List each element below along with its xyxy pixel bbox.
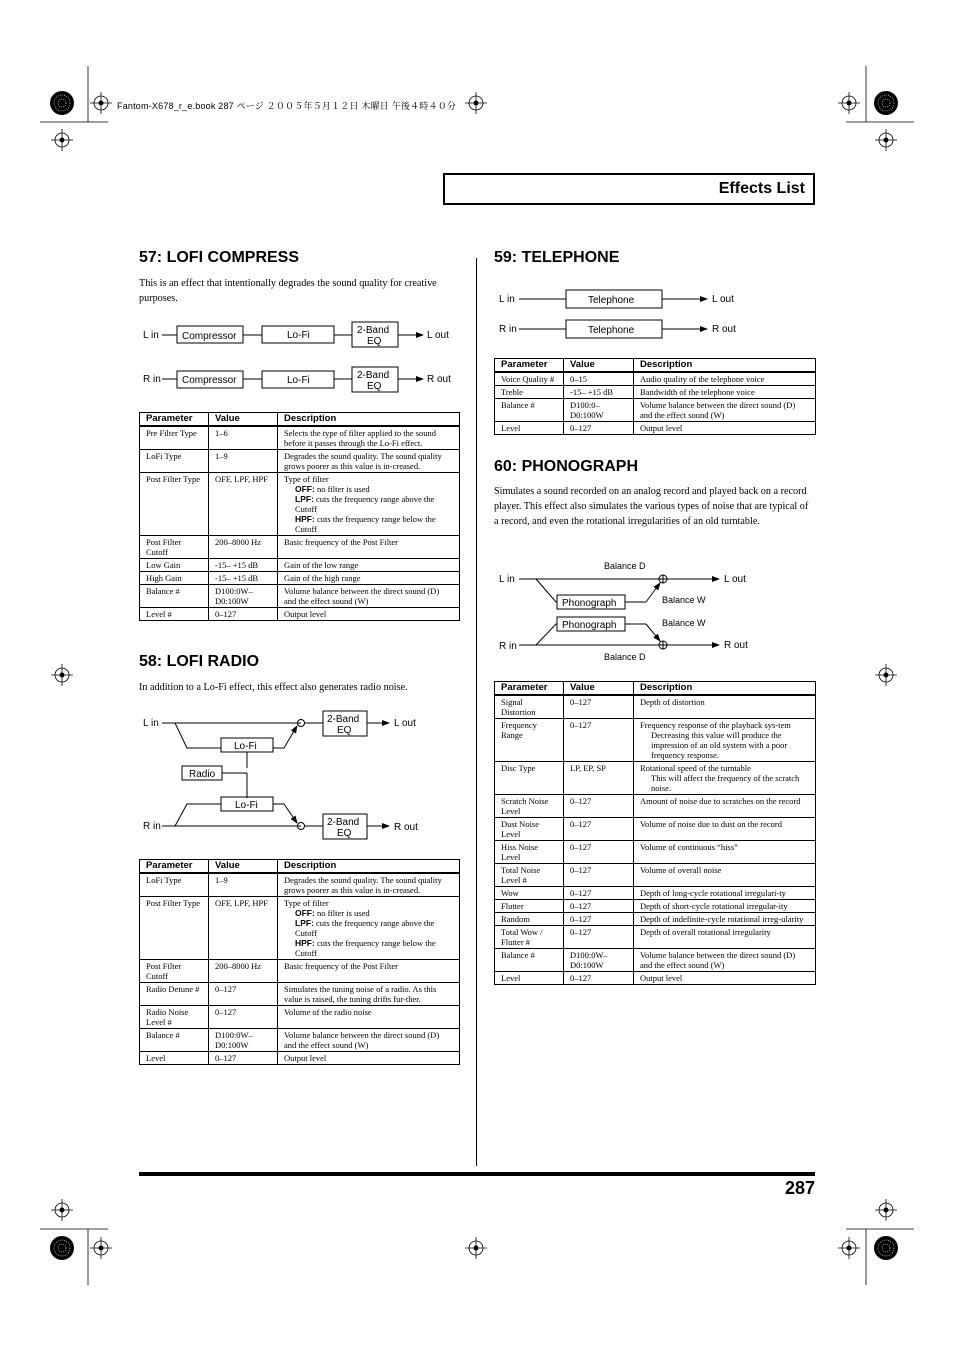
table-row: Hiss Noise Level 0–127 Volume of continuous “hiss”: [495, 841, 816, 864]
s58-title: 58: LOFI RADIO: [139, 653, 260, 670]
s57-l-in: L in: [143, 330, 159, 341]
s57-r-out: R out: [427, 374, 451, 385]
s60-title: 60: PHONOGRAPH: [494, 458, 639, 475]
col-description: Description: [278, 413, 460, 427]
s58-l-in: L in: [143, 718, 159, 729]
header-title: Effects List: [718, 180, 805, 197]
s58-param-table: [139, 859, 460, 1065]
s57-r-in: R in: [143, 374, 161, 385]
table-row: LoFi Type 1–9 Degrades the sound quality. The sound quality grows poorer as this value is in-creased.: [140, 873, 460, 897]
s58-eq-r2: EQ: [337, 828, 352, 839]
s57-lofi-r: Lo-Fi: [287, 375, 310, 386]
table-row: Flutter 0–127 Depth of short-cycle rotational irregular-ity: [495, 900, 816, 913]
col-description: Description: [278, 860, 460, 874]
s59-title: 59: TELEPHONE: [494, 249, 620, 266]
table-row: Level # 0–127 Output level: [140, 608, 460, 621]
s58-r-out: R out: [394, 822, 418, 833]
table-header-row: [140, 413, 460, 427]
table-row: Post Filter Cutoff 200–8000 Hz Basic frequency of the Post Filter: [140, 536, 460, 559]
table-row: Balance # D100:0– D0:100W Volume balance between the direct sound (D) and the effect sound (W): [495, 399, 816, 422]
table-row: High Gain -15– +15 dB Gain of the high range: [140, 572, 460, 585]
s60-balance-d-bottom: Balance D: [604, 652, 646, 662]
col-description: Description: [634, 359, 816, 373]
table-row: Disc Type LP, EP, SP Rotational speed of the turntable This will affect the frequency of the scratch noise.: [495, 762, 816, 795]
s57-diagram: [139, 318, 459, 398]
col-value: Value: [564, 682, 634, 696]
s59-telephone-l: Telephone: [588, 295, 635, 306]
s59-r-in: R in: [499, 324, 517, 335]
table-row: Random 0–127 Depth of indefinite-cycle rotational irreg-ularity: [495, 913, 816, 926]
table-header-row: [495, 359, 816, 373]
col-value: Value: [564, 359, 634, 373]
s60-phonograph-r: Phonograph: [562, 620, 617, 631]
table-row: Balance # D100:0W– D0:100W Volume balance between the direct sound (D) and the effect sound (W): [140, 1029, 460, 1052]
s57-eq-r1: 2-Band: [357, 370, 390, 381]
s57-eq-l2: EQ: [367, 336, 382, 347]
table-header-row: [140, 860, 460, 874]
s60-balance-w-bottom: Balance W: [662, 618, 706, 628]
s59-param-table: [494, 358, 816, 435]
col-parameter: Parameter: [140, 860, 209, 874]
col-description: Description: [634, 682, 816, 696]
s58-lofi-r: Lo-Fi: [235, 800, 258, 811]
col-value: Value: [209, 860, 278, 874]
column-divider: [476, 258, 477, 1166]
s60-l-in: L in: [499, 574, 515, 585]
table-row: Treble -15– +15 dB Bandwidth of the telephone voice: [495, 386, 816, 399]
s60-diagram: [494, 558, 814, 668]
table-row: Level 0–127 Output level: [140, 1052, 460, 1065]
footer-rule: [139, 1172, 815, 1176]
s60-param-table: [494, 681, 816, 985]
col-parameter: Parameter: [495, 359, 564, 373]
table-row: Post Filter Type OFF, LPF, HPF Type of filter OFF: no filter is used LPF: cuts the frequency range above the Cutoff HPF: cuts the frequency range below the Cutoff: [140, 473, 460, 536]
s57-l-out: L out: [427, 330, 449, 341]
s59-l-in: L in: [499, 294, 515, 305]
table-row: Radio Detune # 0–127 Simulates the tuning noise of a radio. As this value is raised, the tuning drifts fur-ther.: [140, 983, 460, 1006]
s60-balance-d-top: Balance D: [604, 561, 646, 571]
table-row: Balance # D100:0W– D0:100W Volume balance between the direct sound (D) and the effect sound (W): [495, 949, 816, 972]
table-row: Level 0–127 Output level: [495, 422, 816, 435]
table-row: Pre Filter Type 1–6 Selects the type of filter applied to the sound before it passes through the Lo-Fi effect.: [140, 426, 460, 450]
section-header: [443, 173, 815, 205]
s60-intro: Simulates a sound recorded on an analog record and played back on a record player. This effect also simulates the various types of noise that are typical of a record, and even the rotational irregularities of an old turntable.: [494, 486, 809, 527]
print-metadata: Fantom-X678_r_e.book 287 ページ ２００５年５月１２日 木曜日 午後４時４０分: [117, 101, 457, 111]
s60-r-in: R in: [499, 641, 517, 652]
table-row: Radio Noise Level # 0–127 Volume of the radio noise: [140, 1006, 460, 1029]
s57-eq-r2: EQ: [367, 381, 382, 392]
col-parameter: Parameter: [140, 413, 209, 427]
table-row: Dust Noise Level 0–127 Volume of noise due to dust on the record: [495, 818, 816, 841]
col-value: Value: [209, 413, 278, 427]
page-number: 287: [784, 1178, 815, 1198]
table-row: Total Noise Level # 0–127 Volume of overall noise: [495, 864, 816, 887]
s60-balance-w-top: Balance W: [662, 595, 706, 605]
table-row: Wow 0–127 Depth of long-cycle rotational irregulari-ty: [495, 887, 816, 900]
s60-l-out: L out: [724, 574, 746, 585]
s58-l-out: L out: [394, 718, 416, 729]
s60-r-out: R out: [724, 640, 748, 651]
s57-compressor-l: Compressor: [182, 331, 237, 342]
table-row: Low Gain -15– +15 dB Gain of the low range: [140, 559, 460, 572]
s57-compressor-r: Compressor: [182, 375, 237, 386]
s58-r-in: R in: [143, 821, 161, 832]
s59-diagram: [494, 285, 814, 345]
s57-eq-l1: 2-Band: [357, 325, 390, 336]
table-row: Voice Quality # 0–15 Audio quality of the telephone voice: [495, 372, 816, 386]
s59-telephone-r: Telephone: [588, 325, 635, 336]
s57-lofi-l: Lo-Fi: [287, 330, 310, 341]
s58-intro: In addition to a Lo-Fi effect, this effect also generates radio noise.: [139, 682, 408, 693]
s58-radio: Radio: [189, 769, 216, 780]
s58-diagram: [139, 708, 459, 843]
table-row: LoFi Type 1–9 Degrades the sound quality. The sound quality grows poorer as this value is in-creased.: [140, 450, 460, 473]
s59-l-out: L out: [712, 294, 734, 305]
s58-eq-l1: 2-Band: [327, 714, 360, 725]
table-row: Total Wow / Flutter # 0–127 Depth of overall rotational irregularity: [495, 926, 816, 949]
table-row: Scratch Noise Level 0–127 Amount of noise due to scratches on the record: [495, 795, 816, 818]
table-row: Post Filter Cutoff 200–8000 Hz Basic frequency of the Post Filter: [140, 960, 460, 983]
s58-eq-r1: 2-Band: [327, 817, 360, 828]
s57-title: 57: LOFI COMPRESS: [139, 249, 300, 266]
table-row: Balance # D100:0W– D0:100W Volume balance between the direct sound (D) and the effect sound (W): [140, 585, 460, 608]
table-row: Level 0–127 Output level: [495, 972, 816, 985]
col-parameter: Parameter: [495, 682, 564, 696]
s59-r-out: R out: [712, 324, 736, 335]
table-header-row: [495, 682, 816, 696]
table-row: Post Filter Type OFF, LPF, HPF Type of filter OFF: no filter is used LPF: cuts the frequency range above the Cutoff HPF: cuts the frequency range below the Cutoff: [140, 897, 460, 960]
s58-eq-l2: EQ: [337, 725, 352, 736]
s58-lofi-l: Lo-Fi: [234, 741, 257, 752]
table-row: Signal Distortion 0–127 Depth of distortion: [495, 695, 816, 719]
s57-intro: This is an effect that intentionally degrades the sound quality for creative purposes.: [139, 278, 437, 304]
table-row: Frequency Range 0–127 Frequency response of the playback sys-tem Decreasing this value will produce the impression of an old system with a poor frequency response.: [495, 719, 816, 762]
s60-phonograph-l: Phonograph: [562, 598, 617, 609]
s57-param-table: [139, 412, 460, 621]
